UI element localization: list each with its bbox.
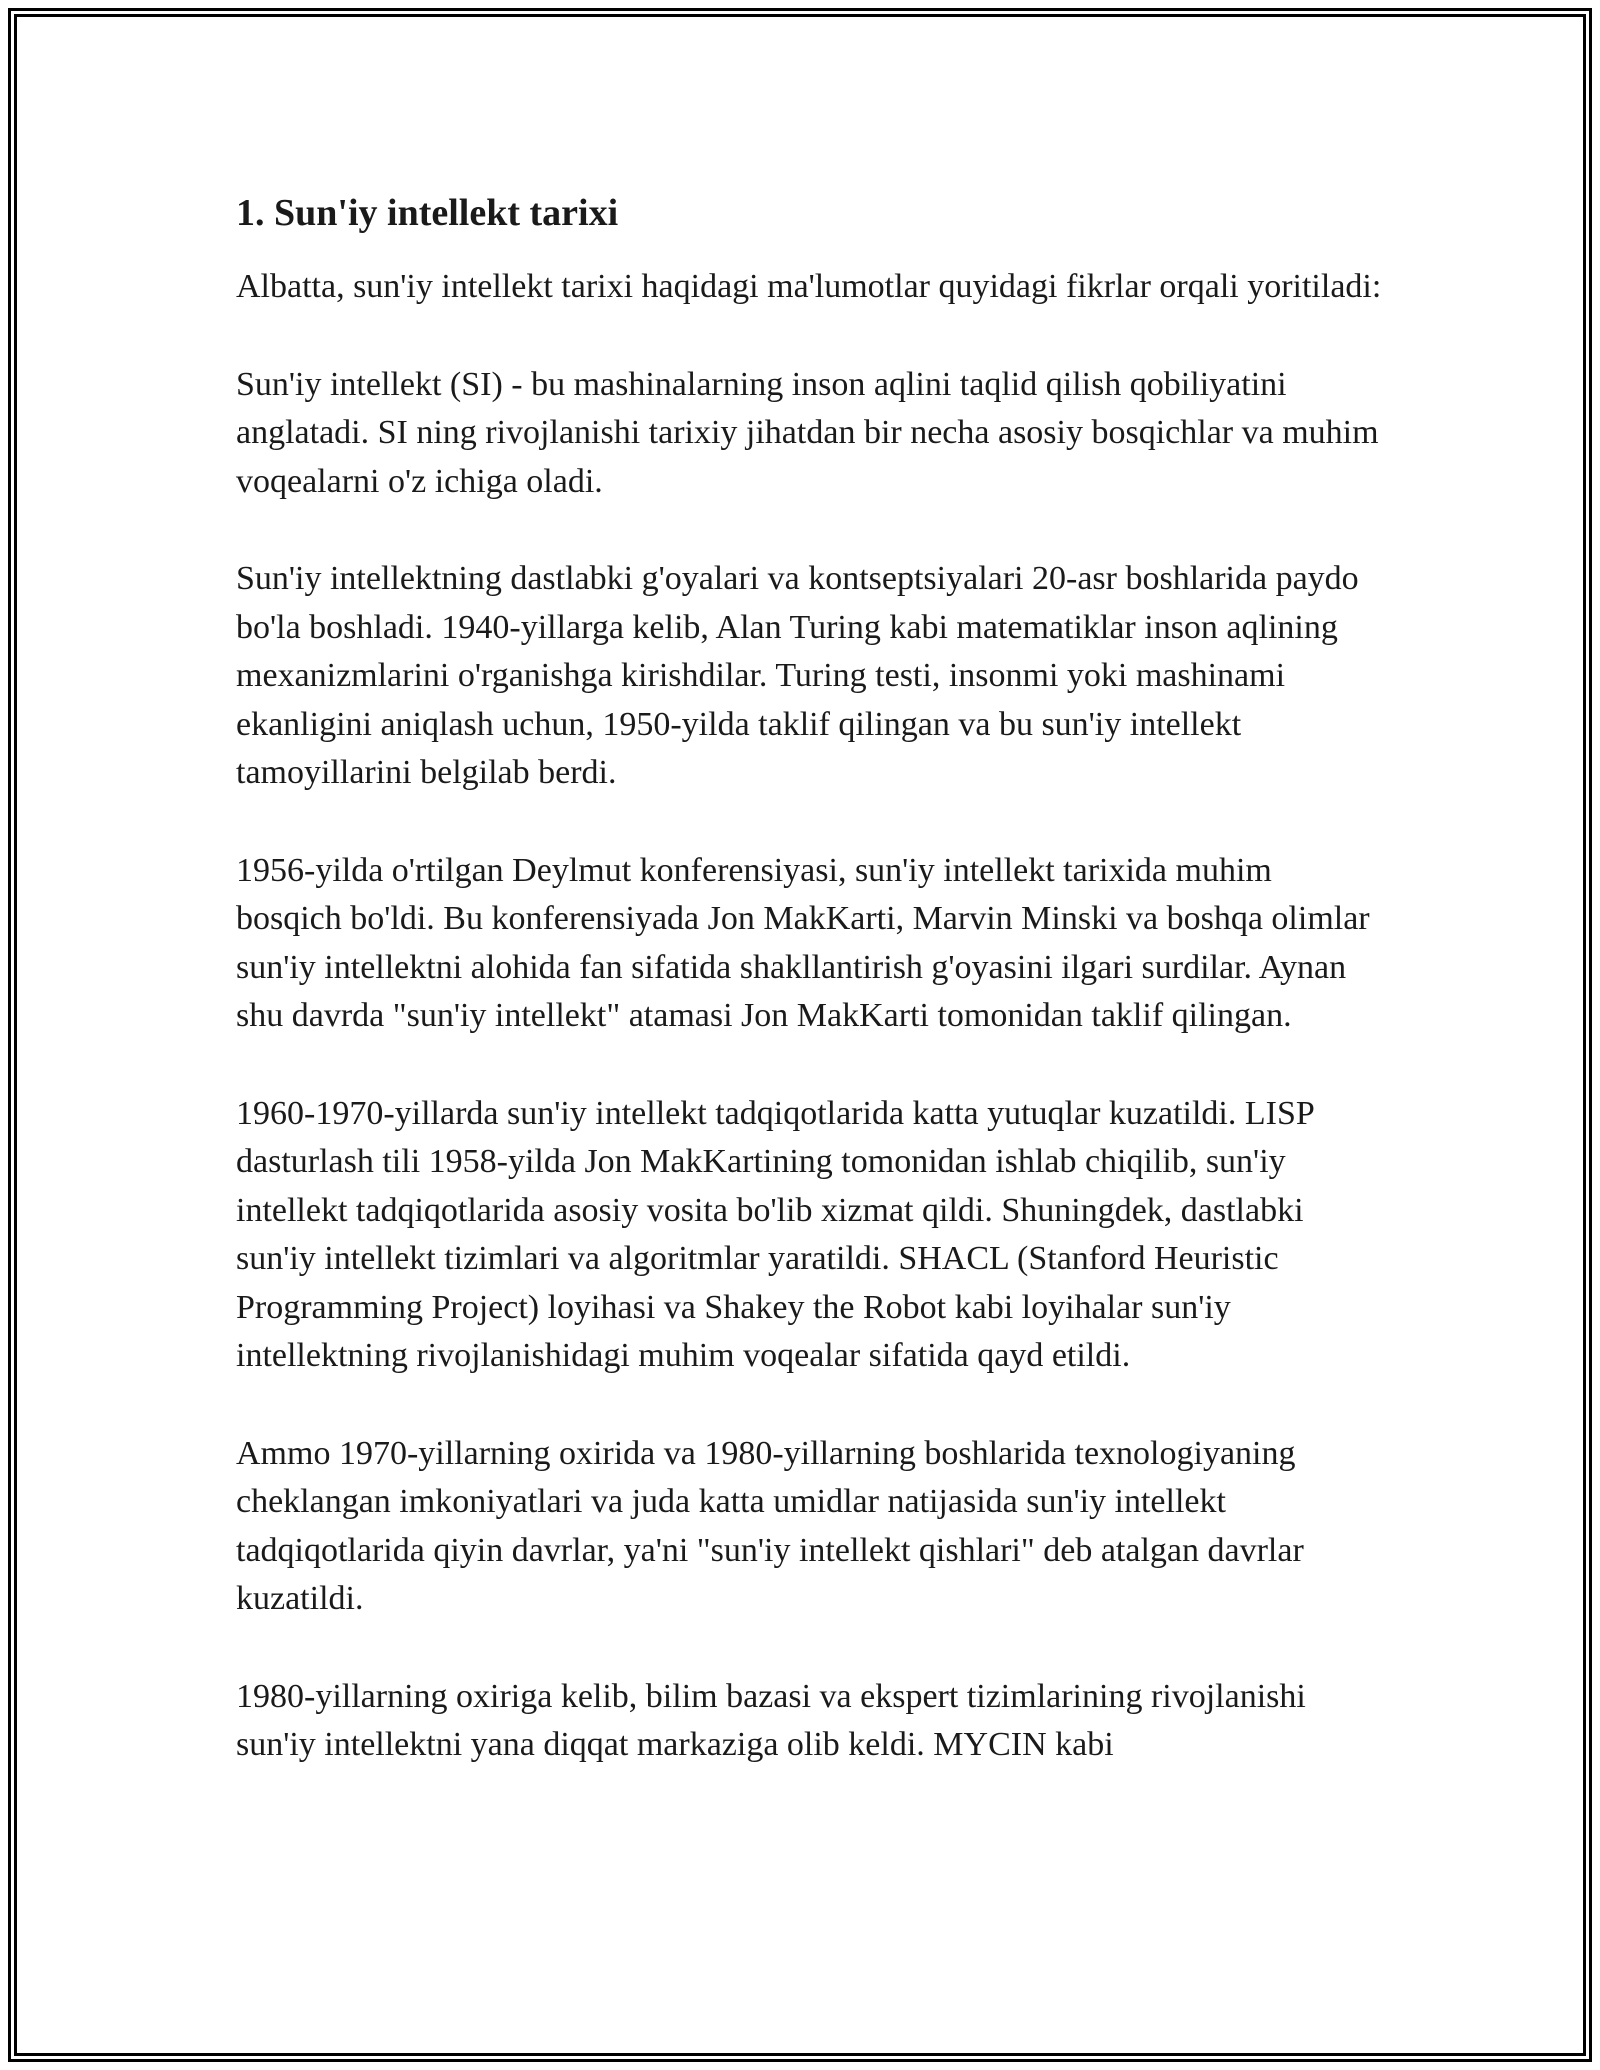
paragraph-1960s-1970s: 1960-1970-yillarda sun'iy intellekt tadqiqotlarida katta yutuqlar kuzatildi. LISP dasturlash tili 1958-yilda Jon MakKartining tomonidan ishlab chiqilib, sun'iy intellekt tadqiqotlarida asosiy vosita bo'lib xizmat qildi. Shuningdek, dastlabki sun'iy intellekt tizimlari va algoritmlar yaratildi. SHACL (Stanford Heuristic Programming Project) loyihasi va Shakey the Robot kabi loyihalar sun'iy intellektning rivojlanishidagi muhim voqealar sifatida qayd etildi.	[236, 1094, 1314, 1374]
paragraph-early-ideas: Sun'iy intellektning dastlabki g'oyalari va kontseptsiyalari 20-asr boshlarida paydo bo'la boshladi. 1940-yillarga kelib, Alan Turing kabi matematiklar inson aqlining mexanizmlarini o'rganishga kirishdilar. Turing testi, insonmi yoki mashinami ekanligini aniqlash uchun, 1950-yilda taklif qilingan va bu sun'iy intellekt tamoyillarini belgilab berdi.	[236, 560, 1359, 791]
paragraph-intro: Albatta, sun'iy intellekt tarixi haqidagi ma'lumotlar quyidagi fikrlar orqali yoritiladi:	[236, 268, 1382, 305]
document-body	[236, 185, 1386, 1819]
document-title: 1. Sun'iy intellekt tarixi	[236, 192, 619, 234]
paragraph-conference: 1956-yilda o'rtilgan Deylmut konferensiyasi, sun'iy intellekt tarixida muhim bosqich bo'ldi. Bu konferensiyada Jon MakKarti, Marvin Minski va boshqa olimlar sun'iy intellektni alohida fan sifatida shakllantirish g'oyasini ilgari surdilar. Aynan shu davrda "sun'iy intellekt" atamasi Jon MakKarti tomonidan taklif qilingan.	[236, 851, 1370, 1034]
paragraph-definition: Sun'iy intellekt (SI) - bu mashinalarning inson aqlini taqlid qilish qobiliyatini anglatadi. SI ning rivojlanishi tarixiy jihatdan bir necha asosiy bosqichlar va muhim voqealarni o'z ichiga oladi.	[236, 365, 1379, 500]
paragraph-ai-winter: Ammo 1970-yillarning oxirida va 1980-yillarning boshlarida texnologiyaning cheklangan imkoniyatlari va juda katta umidlar natijasida sun'iy intellekt tadqiqotlarida qiyin davrlar, ya'ni "sun'iy intellekt qishlari" deb atalgan davrlar kuzatildi.	[236, 1434, 1304, 1617]
paragraph-expert-systems: 1980-yillarning oxiriga kelib, bilim bazasi va ekspert tizimlarining rivojlanishi sun'iy intellektni yana diqqat markaziga olib keldi. MYCIN kabi	[236, 1677, 1306, 1763]
